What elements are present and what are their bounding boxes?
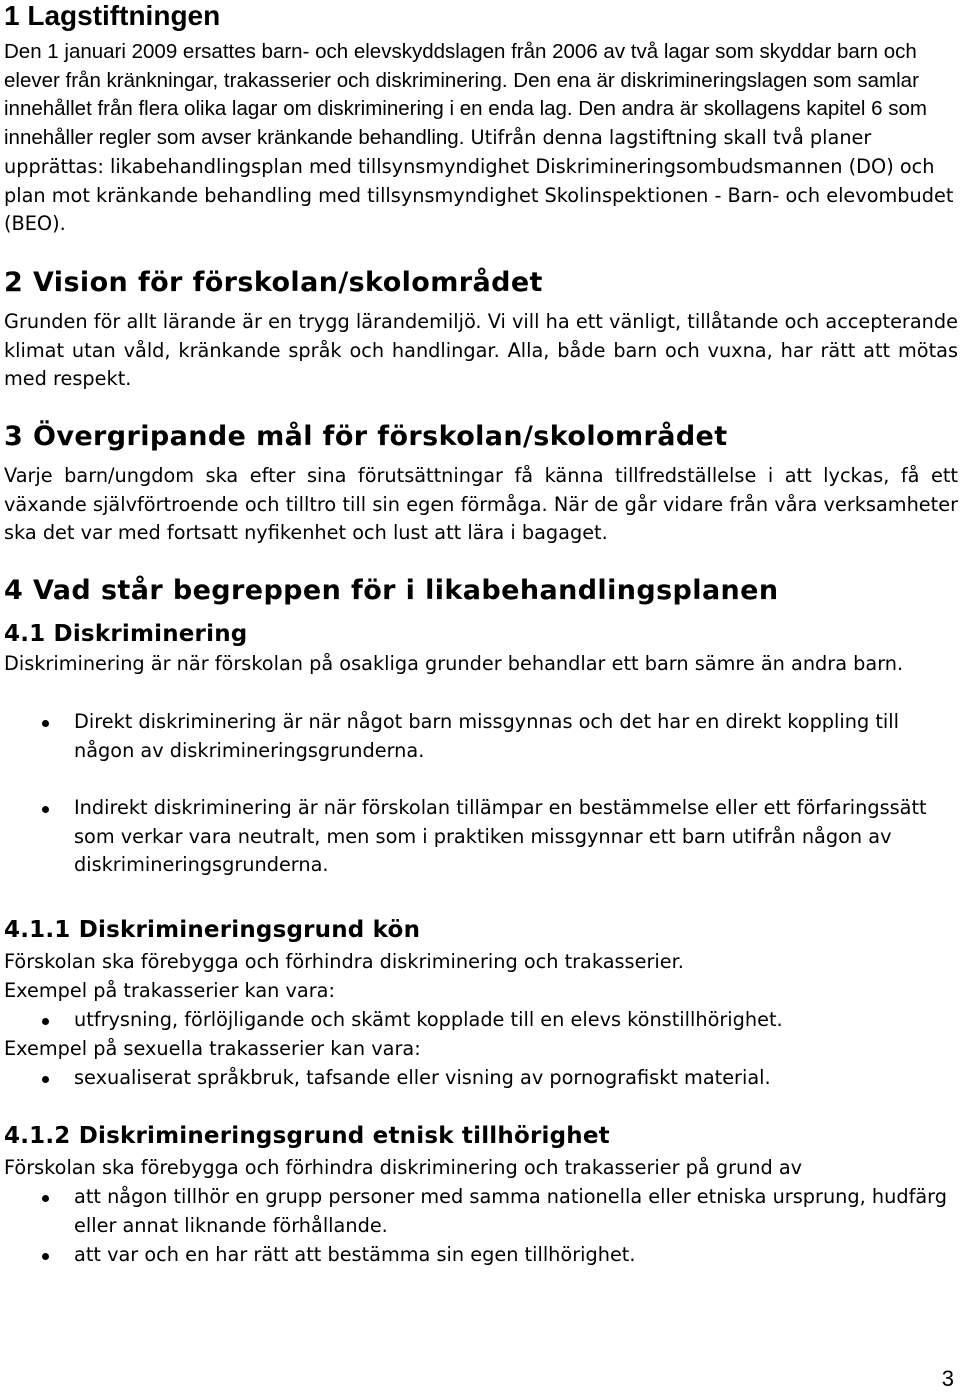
bullet-icon bbox=[42, 1076, 49, 1083]
bullet-icon bbox=[42, 1253, 49, 1260]
paragraph-etnisk-forebygga: Förskolan ska förebygga och förhindra diskriminering och trakasserier på grund av bbox=[4, 1156, 803, 1179]
heading-4-1-1-kon: 4.1.1 Diskrimineringsgrund kön bbox=[4, 917, 421, 943]
paragraph-kon-exempel-sexuella: Exempel på sexuella trakasserier kan vara: bbox=[4, 1037, 421, 1060]
heading-3-overgripande-mal: 3 Övergripande mål för förskolan/skolområdet bbox=[4, 421, 728, 452]
heading-4-1-diskriminering: 4.1 Diskriminering bbox=[4, 621, 248, 647]
bullet-icon bbox=[42, 806, 49, 813]
heading-4-1-2-etnisk: 4.1.2 Diskrimineringsgrund etnisk tillhörighet bbox=[4, 1123, 610, 1149]
paragraph-overgripande-mal: Varje barn/ungdom ska efter sina förutsättningar få känna tillfredställelse i att lyckas, få ett växande självförtroende och tilltro till sin egen förmåga. När de går vidare från våra verksamheter ska det var med fortsatt nyfikenhet och lust att lära i bagaget. bbox=[4, 464, 958, 545]
paragraph-vision: Grunden för allt lärande är en trygg lärandemiljö. Vi vill ha ett vänligt, tillåtande och accepterande klimat utan våld, kränkande språk och handlingar. Alla, både barn och vuxna, har rätt att mötas med respekt. bbox=[4, 310, 958, 391]
paragraph-diskriminering: Diskriminering är när förskolan på osakliga grunder behandlar ett barn sämre än andra barn. bbox=[4, 652, 904, 675]
paragraph-lagstiftning bbox=[4, 38, 958, 239]
paragraph-kon-exempel-trakasserier: Exempel på trakasserier kan vara: bbox=[4, 979, 335, 1002]
paragraph-kon-forebygga: Förskolan ska förebygga och förhindra diskriminering och trakasserier. bbox=[4, 950, 684, 973]
paragraph-lagstiftning-planer: Utifrån denna lagstiftning skall två planer upprättas: likabehandlingsplan med tillsynsmyndighet Diskrimineringsombudsmannen (DO) och plan mot kränkande behandling med tillsynsmyndighet Skolinspektionen - Barn- och elevombudet (BEO). bbox=[4, 126, 954, 236]
heading-1-lagstiftningen: 1 Lagstiftningen bbox=[4, 0, 221, 31]
bullet-icon bbox=[42, 720, 49, 727]
bullet-icon bbox=[42, 1195, 49, 1202]
heading-4-begreppen: 4 Vad står begreppen för i likabehandlingsplanen bbox=[4, 575, 779, 606]
heading-2-vision: 2 Vision för förskolan/skolområdet bbox=[4, 267, 543, 298]
paragraph-lagstiftning-intro: Den 1 januari 2009 ersattes barn- och elevskyddslagen från 2006 av två lagar som skyddar barn och elever från kränkningar, trakasserier och diskriminering. Den ena är diskrimineringslagen som samlar innehållet från flera olika lagar om diskriminering i en enda lag. Den andra är skollagens kapitel 6 som innehåller regler som avser kränkande behandling. bbox=[4, 40, 928, 150]
bullet-icon bbox=[42, 1018, 49, 1025]
page-number: 3 bbox=[941, 1366, 954, 1391]
